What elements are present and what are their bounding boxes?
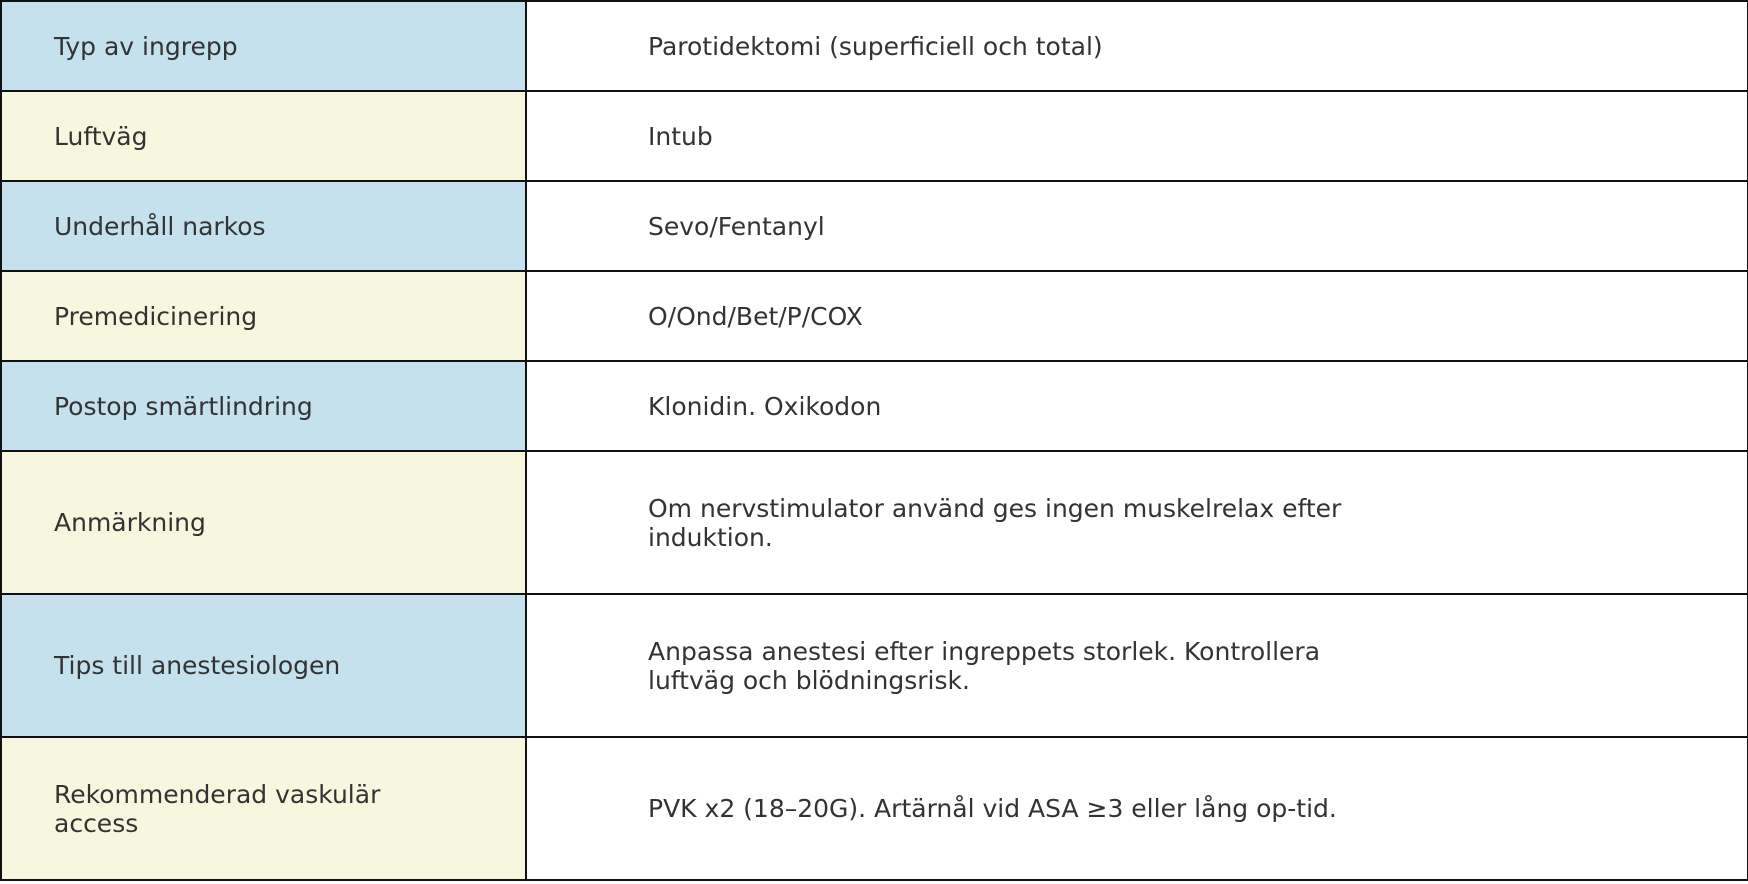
row-label-cell	[1, 594, 526, 737]
row-value-cell	[526, 91, 1748, 181]
row-value: Intub	[648, 121, 713, 151]
row-value-cell	[526, 451, 1748, 594]
row-label-cell	[1, 737, 526, 880]
row-value-cell	[526, 361, 1748, 451]
row-value: Anpassa anestesi efter ingreppets storlek. Kontrollera luftväg och blödningsrisk.	[648, 636, 1321, 695]
row-value: Parotidektomi (superficiell och total)	[648, 31, 1103, 61]
row-label-cell	[1, 361, 526, 451]
table-row	[1, 1, 1748, 91]
row-label: Anmärkning	[54, 508, 206, 537]
row-label-cell	[1, 181, 526, 271]
row-value: Om nervstimulator använd ges ingen muskelrelax efter induktion.	[648, 493, 1342, 552]
row-label-cell	[1, 91, 526, 181]
row-value-cell	[526, 1, 1748, 91]
row-label: Tips till anestesiologen	[54, 651, 341, 680]
row-value: Klonidin. Oxikodon	[648, 391, 882, 421]
row-label: Postop smärtlindring	[54, 391, 313, 421]
table-row	[1, 737, 1748, 880]
row-label-cell	[1, 1, 526, 91]
table-row	[1, 91, 1748, 181]
row-value-cell	[526, 737, 1748, 880]
row-value-cell	[526, 271, 1748, 361]
row-label: Rekommenderad vaskulär access	[54, 779, 381, 838]
table-row	[1, 361, 1748, 451]
row-value-cell	[526, 181, 1748, 271]
row-label: Typ av ingrepp	[54, 31, 238, 61]
row-label-cell	[1, 451, 526, 594]
row-value: Sevo/Fentanyl	[648, 211, 825, 241]
table-row	[1, 181, 1748, 271]
row-value: O/Ond/Bet/P/COX	[648, 301, 863, 331]
row-label: Underhåll narkos	[54, 211, 266, 241]
row-label-cell	[1, 271, 526, 361]
row-value-cell	[526, 594, 1748, 737]
row-value: PVK x2 (18–20G). Artärnål vid ASA ≥3 eller lång op-tid.	[648, 794, 1337, 823]
table-row	[1, 594, 1748, 737]
table-row	[1, 451, 1748, 594]
table-row	[1, 271, 1748, 361]
row-label: Luftväg	[54, 121, 148, 151]
row-label: Premedicinering	[54, 301, 258, 331]
